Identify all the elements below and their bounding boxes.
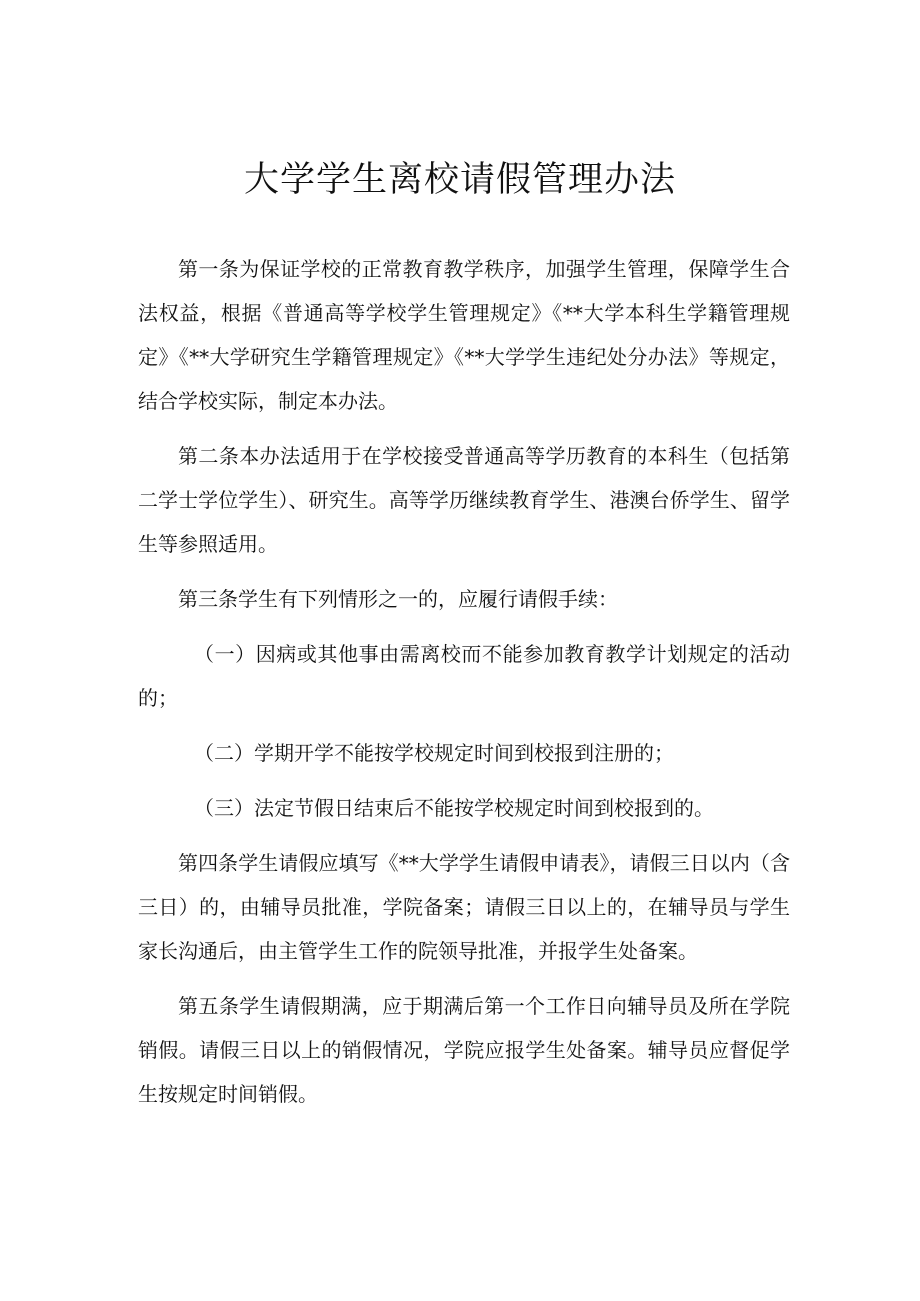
article-4-paragraph: 第四条学生请假应填写《**大学学生请假申请表》，请假三日以内（含三日）的，由辅导员批准，学院备案；请假三日以上的，在辅导员与学生家长沟通后，由主管学生工作的院领导批准，并报学生处备案。 [138,851,790,963]
article-1-paragraph: 第一条为保证学校的正常教育教学秩序，加强学生管理，保障学生合法权益，根据《普通高等学校学生管理规定》《**大学本科生学籍管理规定》《**大学研究生学籍管理规定》《**大学学生违纪处分办法》等规定，结合学校实际，制定本办法。 [138,257,790,413]
document-body [138,247,790,1116]
article-3-item-3-paragraph: （三）法定节假日结束后不能按学校规定时间到校报到的。 [194,796,714,820]
article-2-paragraph: 第二条本办法适用于在学校接受普通高等学历教育的本科生（包括第二学士学位学生）、研究生。高等学历继续教育学生、港澳台侨学生、留学生等参照适用。 [138,444,790,556]
article-5-paragraph: 第五条学生请假期满，应于期满后第一个工作日向辅导员及所在学院销假。请假三日以上的销假情况，学院应报学生处备案。辅导员应督促学生按规定时间销假。 [138,994,790,1106]
article-3-item-2-paragraph: （二）学期开学不能按学校规定时间到校报到注册的； [194,741,674,765]
article-3-item-1-paragraph: （一）因病或其他事由需离校而不能参加教育教学计划规定的活动的； [138,642,790,710]
document-title: 大学学生离校请假管理办法 [243,160,676,200]
article-3-paragraph: 第三条学生有下列情形之一的，应履行请假手续： [178,587,618,611]
